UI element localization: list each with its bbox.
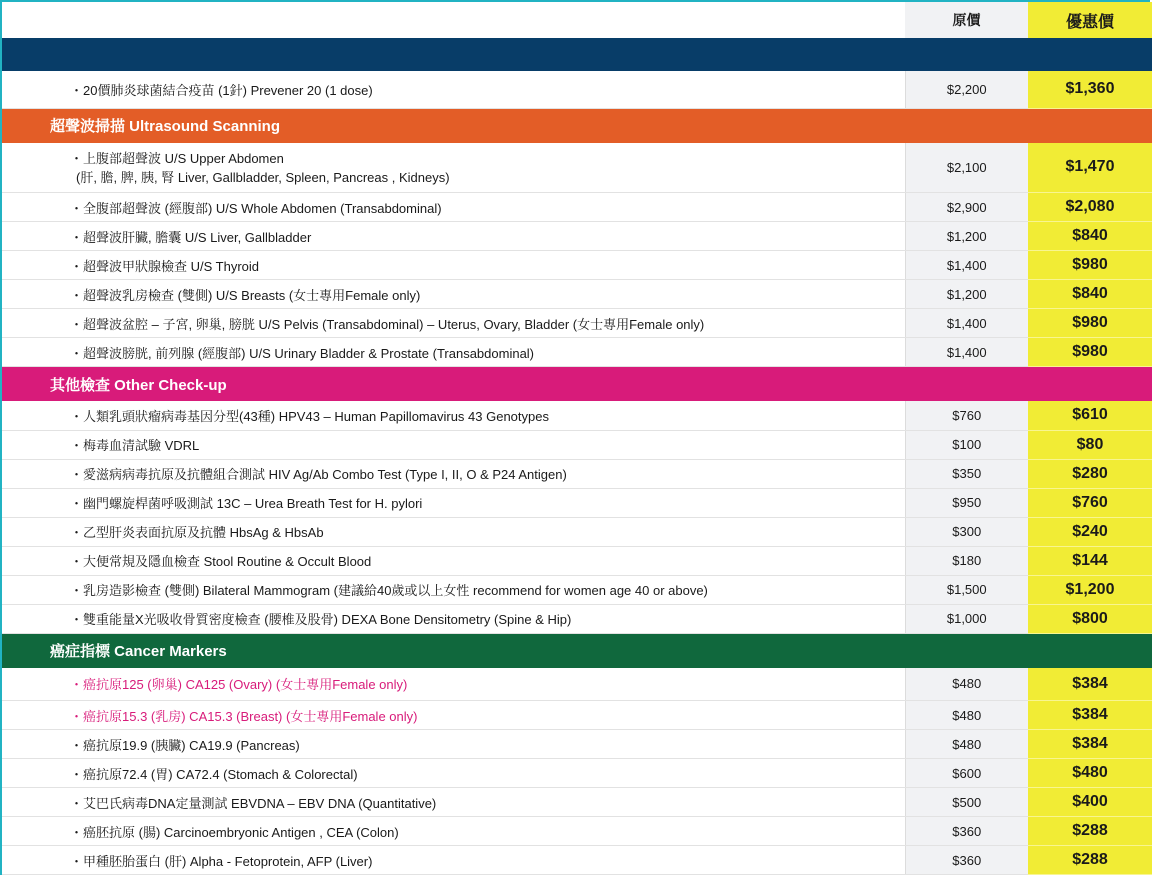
row-original-price: $1,400 [905, 309, 1028, 338]
row-discount-price: $288 [1028, 846, 1152, 875]
row-item-label: ・超聲波盆腔 – 子宮, 卵巢, 膀胱 U/S Pelvis (Transabdominal) – Uterus, Ovary, Bladder (女士專用Female only) [70, 316, 705, 332]
row-item-label: ・癌抗原19.9 (胰臟) CA19.9 (Pancreas) [70, 737, 300, 753]
row-discount-price: $384 [1028, 668, 1152, 701]
table-row [2, 817, 1152, 846]
header-discount-price: 優惠價 [1028, 2, 1152, 38]
table-row [2, 222, 1152, 251]
section-header-cancer [2, 633, 1152, 668]
row-original-price: $480 [905, 668, 1028, 701]
table-row [2, 488, 1152, 517]
row-discount-price: $840 [1028, 222, 1152, 251]
row-item [2, 222, 905, 251]
row-item [2, 788, 905, 817]
table-row [2, 668, 1152, 701]
table-row [2, 788, 1152, 817]
row-item-label: ・雙重能量X光吸收骨質密度檢查 (腰椎及股骨) DEXA Bone Densitometry (Spine & Hip) [70, 612, 572, 627]
row-discount-price: $840 [1028, 280, 1152, 309]
row-original-price: $360 [905, 817, 1028, 846]
row-original-price: $2,900 [905, 193, 1028, 222]
row-item [2, 193, 905, 222]
row-item-label: ・愛滋病病毒抗原及抗體組合測試 HIV Ag/Ab Combo Test (Type I, II, O & P24 Antigen) [70, 467, 567, 482]
row-discount-price: $760 [1028, 488, 1152, 517]
row-item [2, 817, 905, 846]
row-item-label: ・上腹部超聲波 U/S Upper Abdomen [70, 151, 284, 167]
price-table [2, 2, 1152, 875]
row-original-price: $360 [905, 846, 1028, 875]
row-original-price: $500 [905, 788, 1028, 817]
row-item-label: ・梅毒血清試驗 VDRL [70, 438, 200, 453]
table-row [2, 730, 1152, 759]
row-original-price: $600 [905, 759, 1028, 788]
table-row [2, 846, 1152, 875]
section-title: 其他檢查 Other Check-up [2, 367, 1152, 402]
table-row [2, 546, 1152, 575]
row-item-label: ・全腹部超聲波 (經腹部) U/S Whole Abdomen (Transabdominal) [70, 200, 442, 216]
row-discount-price: $144 [1028, 546, 1152, 575]
table-row [2, 280, 1152, 309]
row-item [2, 701, 905, 730]
row-original-price: $1,200 [905, 280, 1028, 309]
table-row [2, 430, 1152, 459]
table-row [2, 459, 1152, 488]
table-row [2, 193, 1152, 222]
table-row [2, 251, 1152, 280]
row-discount-price: $1,360 [1028, 71, 1152, 108]
row-item-label: ・癌抗原72.4 (胃) CA72.4 (Stomach & Colorectal) [70, 766, 358, 782]
row-item [2, 280, 905, 309]
row-item-label: ・超聲波乳房檢查 (雙側) U/S Breasts (女士專用Female only) [70, 287, 421, 303]
row-discount-price: $800 [1028, 604, 1152, 633]
section-header-ultrasound [2, 108, 1152, 143]
row-original-price: $1,400 [905, 338, 1028, 367]
row-item-label: ・乙型肝炎表面抗原及抗體 HbsAg & HbsAb [70, 525, 324, 540]
header-original-price: 原價 [905, 2, 1028, 38]
row-item-detail: (肝, 膽, 脾, 胰, 腎 Liver, Gallbladder, Spleen, Pancreas , Kidneys) [76, 170, 450, 186]
row-item-label: ・癌抗原125 (卵巢) CA125 (Ovary) (女士專用Female only) [70, 677, 408, 693]
row-discount-price: $2,080 [1028, 193, 1152, 222]
row-item [2, 759, 905, 788]
row-item [2, 488, 905, 517]
row-item-label: ・乳房造影檢查 (雙側) Bilateral Mammogram (建議給40歲或以上女性 recommend for women age 40 or above) [70, 583, 708, 598]
row-item-label: ・超聲波肝臟, 膽囊 U/S Liver, Gallbladder [70, 229, 312, 245]
row-discount-price: $980 [1028, 251, 1152, 280]
row-discount-price: $384 [1028, 701, 1152, 730]
table-row [2, 575, 1152, 604]
table-row [2, 701, 1152, 730]
table-row [2, 604, 1152, 633]
row-original-price: $1,400 [905, 251, 1028, 280]
row-item [2, 575, 905, 604]
row-discount-price: $980 [1028, 309, 1152, 338]
table-row [2, 143, 1152, 193]
row-item-label: ・艾巴氏病毒DNA定量測試 EBVDNA – EBV DNA (Quantitative) [70, 795, 437, 811]
table-row [2, 71, 1152, 108]
row-item [2, 459, 905, 488]
navy-section-bar [2, 38, 1152, 71]
table-row [2, 309, 1152, 338]
row-discount-price: $240 [1028, 517, 1152, 546]
row-item [2, 546, 905, 575]
row-discount-price: $480 [1028, 759, 1152, 788]
row-discount-price: $980 [1028, 338, 1152, 367]
row-original-price: $180 [905, 546, 1028, 575]
row-original-price: $350 [905, 459, 1028, 488]
row-item [2, 401, 905, 430]
row-original-price: $100 [905, 430, 1028, 459]
row-original-price: $480 [905, 701, 1028, 730]
row-original-price: $1,200 [905, 222, 1028, 251]
row-original-price: $480 [905, 730, 1028, 759]
table-row [2, 338, 1152, 367]
row-item: ・20價肺炎球菌結合疫苗 (1針) Prevener 20 (1 dose) [2, 71, 905, 108]
row-discount-price: $610 [1028, 401, 1152, 430]
row-original-price: $2,100 [905, 143, 1028, 193]
row-item [2, 338, 905, 367]
row-item [2, 430, 905, 459]
row-item [2, 846, 905, 875]
row-original-price: $1,000 [905, 604, 1028, 633]
row-discount-price: $400 [1028, 788, 1152, 817]
row-item-label: ・人類乳頭狀瘤病毒基因分型(43種) HPV43 – Human Papillomavirus 43 Genotypes [70, 408, 549, 424]
row-item [2, 251, 905, 280]
row-item [2, 143, 905, 193]
row-original-price: $950 [905, 488, 1028, 517]
table-header [2, 2, 1152, 38]
section-header-other [2, 367, 1152, 402]
table-row [2, 759, 1152, 788]
row-item [2, 730, 905, 759]
row-item-label: ・超聲波膀胱, 前列腺 (經腹部) U/S Urinary Bladder & Prostate (Transabdominal) [70, 345, 535, 361]
row-discount-price: $384 [1028, 730, 1152, 759]
table-row [2, 401, 1152, 430]
row-original-price: $2,200 [905, 71, 1028, 108]
row-discount-price: $288 [1028, 817, 1152, 846]
row-item-label: ・大便常規及隱血檢查 Stool Routine & Occult Blood [70, 554, 372, 569]
row-original-price: $760 [905, 401, 1028, 430]
row-item-label: ・甲種胚胎蛋白 (肝) Alpha - Fetoprotein, AFP (Liver) [70, 853, 373, 869]
row-item [2, 517, 905, 546]
row-discount-price: $280 [1028, 459, 1152, 488]
row-item-label: ・幽門螺旋桿菌呼吸測試 13C – Urea Breath Test for H. pylori [70, 496, 423, 511]
section-title: 超聲波掃描 Ultrasound Scanning [2, 108, 1152, 143]
row-original-price: $300 [905, 517, 1028, 546]
row-item-label: ・癌抗原15.3 (乳房) CA15.3 (Breast) (女士專用Female only) [70, 708, 418, 724]
table-row [2, 517, 1152, 546]
row-item [2, 604, 905, 633]
row-discount-price: $1,470 [1028, 143, 1152, 193]
header-item-cell [2, 2, 905, 38]
section-title: 癌症指標 Cancer Markers [2, 633, 1152, 668]
row-item [2, 668, 905, 701]
row-original-price: $1,500 [905, 575, 1028, 604]
row-discount-price: $1,200 [1028, 575, 1152, 604]
row-discount-price: $80 [1028, 430, 1152, 459]
row-item-label: ・癌胚抗原 (腸) Carcinoembryonic Antigen , CEA (Colon) [70, 824, 399, 840]
row-item [2, 309, 905, 338]
row-item-label: ・超聲波甲狀腺檢查 U/S Thyroid [70, 258, 260, 274]
